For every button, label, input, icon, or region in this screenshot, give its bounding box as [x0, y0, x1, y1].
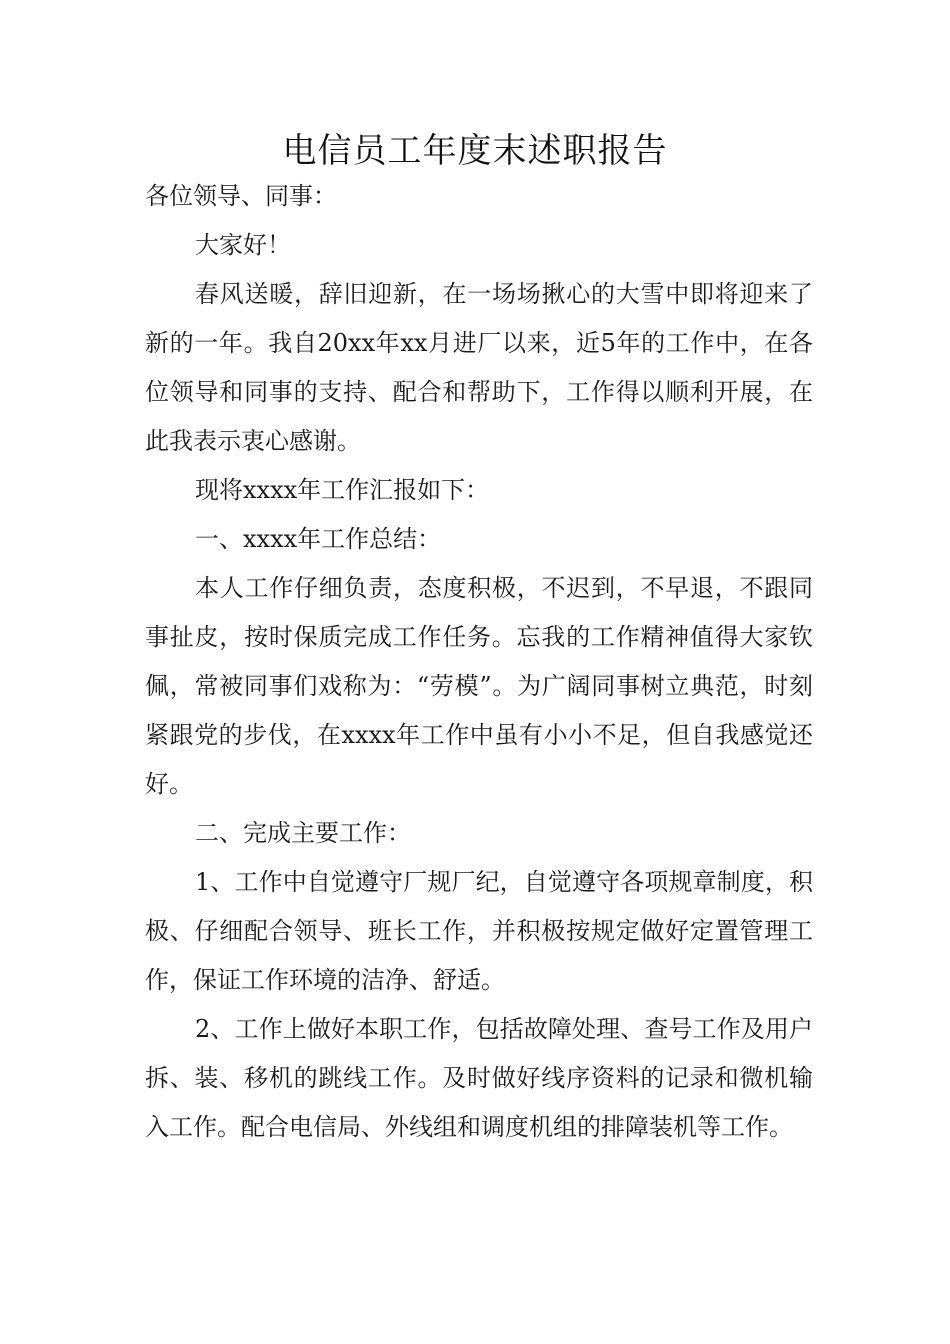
- section-heading-summary: 一、xxxx年工作总结：: [195, 525, 442, 553]
- report-lead-paragraph: 现将xxxx年工作汇报如下：: [195, 476, 490, 504]
- section-heading-main-work: 二、完成主要工作：: [195, 819, 411, 847]
- summary-paragraph: 本人工作仔细负责，态度积极，不迟到，不早退，不跟同事扯皮，按时保质完成工作任务。忘我的工作精神值得大家钦佩，常被同事们戏称为：“劳模”。为广阔同事树立典范，时刻紧跟党的步伐，在xxxx年工作中虽有小小不足，但自我感觉还好。: [145, 574, 813, 798]
- document-body: [145, 172, 813, 1152]
- intro-paragraph: 春风送暖，辞旧迎新，在一场场揪心的大雪中即将迎来了新的一年。我自20xx年xx月进厂以来，近5年的工作中，在各位领导和同事的支持、配合和帮助下，工作得以顺利开展，在此我表示衷心感谢。: [145, 280, 813, 455]
- document-title: 电信员工年度末述职报告: [282, 131, 668, 171]
- salutation-paragraph: 大家好！: [195, 231, 291, 259]
- work-item-2: 2、工作上做好本职工作，包括故障处理、查号工作及用户拆、装、移机的跳线工作。及时做好线序资料的记录和微机输入工作。配合电信局、外线组和调度机组的排障装机等工作。: [145, 1015, 813, 1141]
- work-item-1: 1、工作中自觉遵守厂规厂纪，自觉遵守各项规章制度，积极、仔细配合领导、班长工作，并积极按规定做好定置管理工作，保证工作环境的洁净、舒适。: [145, 868, 813, 994]
- greeting-paragraph: 各位领导、同事：: [145, 182, 337, 210]
